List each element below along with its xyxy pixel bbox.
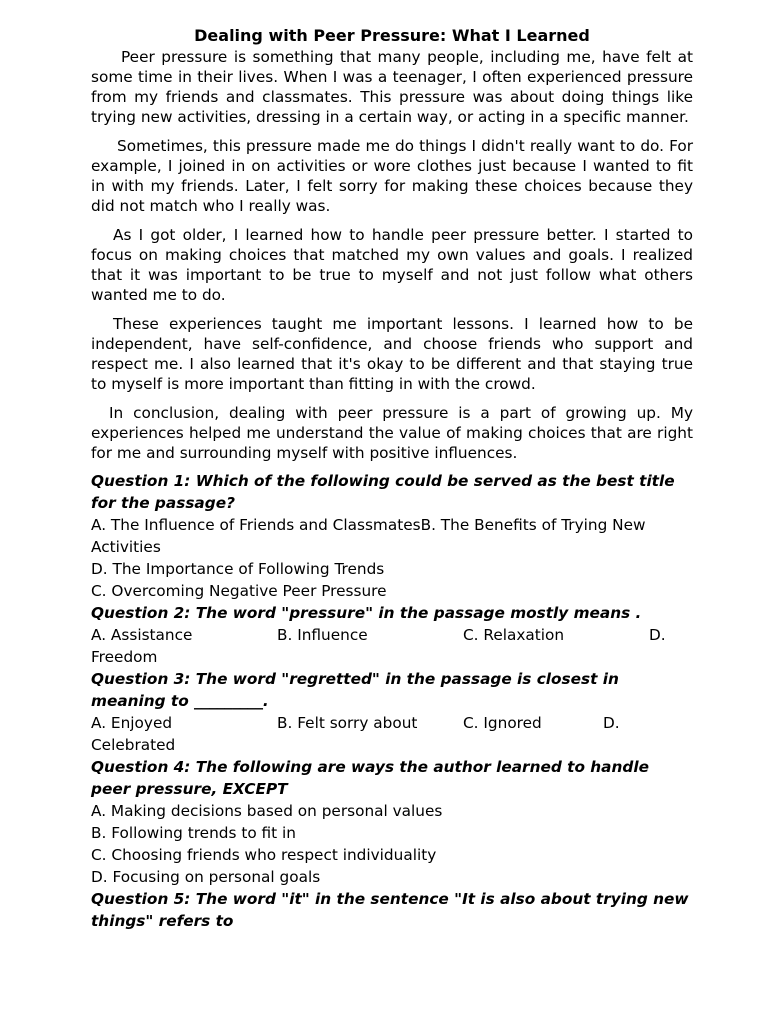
question-1-option-d: D. The Importance of Following Trends — [91, 560, 385, 578]
paragraph-5: In conclusion, dealing with peer pressure is a part of growing up. My experiences helped me understand the value of making choices that are right for me and surrounding myself with positive influences. — [91, 404, 693, 462]
question-3-option-b: B. Felt sorry about — [277, 714, 418, 732]
question-4-option-b: B. Following trends to fit in — [91, 824, 296, 842]
question-section — [91, 470, 693, 932]
paragraph-3: As I got older, I learned how to handle peer pressure better. I started to focus on making choices that matched my own values and goals. I realized that it was important to be true to myself and not just follow what others wanted me to do. — [91, 226, 693, 304]
question-3: Question 3: The word "regretted" in the passage is closest in meaning to _________. — [91, 670, 619, 710]
question-3-options — [91, 712, 693, 734]
question-2-option-b: B. Influence — [277, 626, 368, 644]
paragraph-4: These experiences taught me important lessons. I learned how to be independent, have self-confidence, and choose friends who support and respect me. I also learned that it's okay to be different and that staying true to myself is more important than fitting in with the crowd. — [91, 315, 693, 393]
question-4: Question 4: The following are ways the author learned to handle peer pressure, EXCEPT — [91, 758, 649, 798]
question-2-option-a: A. Assistance — [91, 626, 193, 644]
question-3-option-c: C. Ignored — [463, 714, 542, 732]
question-4-option-a: A. Making decisions based on personal values — [91, 802, 443, 820]
question-4-option-d: D. Focusing on personal goals — [91, 868, 321, 886]
question-2-option-d-text: Freedom — [91, 648, 158, 666]
question-2-options — [91, 624, 693, 646]
paragraph-2: Sometimes, this pressure made me do things I didn't really want to do. For example, I joined in on activities or wore clothes just because I wanted to fit in with my friends. Later, I felt sorry for making these choices because they did not match who I really was. — [91, 137, 693, 215]
question-3-option-d: D. — [603, 714, 620, 732]
question-3-option-a: A. Enjoyed — [91, 714, 173, 732]
question-2: Question 2: The word "pressure" in the passage mostly means . — [91, 604, 642, 622]
question-1: Question 1: Which of the following could be served as the best title for the passage? — [91, 472, 675, 512]
question-3-option-d-text: Celebrated — [91, 736, 176, 754]
question-4-option-c: C. Choosing friends who respect individuality — [91, 846, 437, 864]
question-1-option-c: C. Overcoming Negative Peer Pressure — [91, 582, 387, 600]
document-title: Dealing with Peer Pressure: What I Learned — [194, 26, 590, 45]
document-page — [91, 26, 693, 932]
paragraph-1: Peer pressure is something that many people, including me, have felt at some time in their lives. When I was a teenager, I often experienced pressure from my friends and classmates. This pressure was about doing things like trying new activities, dressing in a certain way, or acting in a specific manner. — [91, 48, 693, 126]
question-1-option-a-b: A. The Influence of Friends and ClassmatesB. The Benefits of Trying New Activities — [91, 516, 646, 556]
question-2-option-d: D. — [649, 626, 666, 644]
question-5: Question 5: The word "it" in the sentence "It is also about trying new things" refers to — [91, 890, 689, 930]
question-2-option-c: C. Relaxation — [463, 626, 565, 644]
